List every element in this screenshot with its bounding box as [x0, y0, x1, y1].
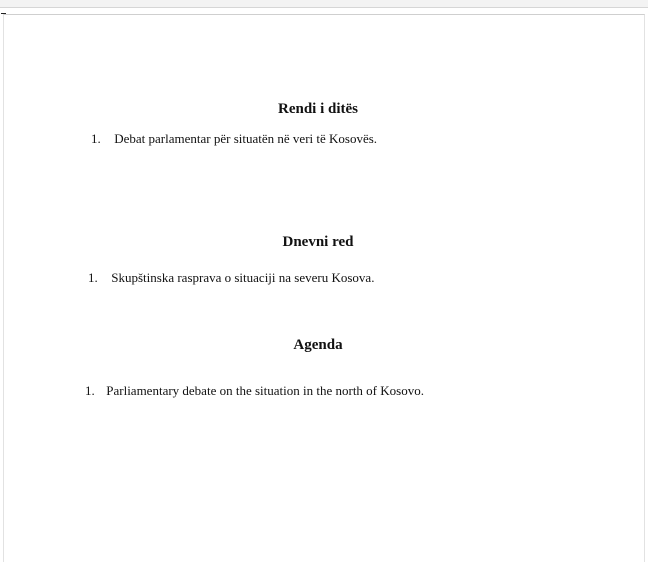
list-number: 1.	[91, 131, 101, 146]
viewer-toolbar-edge	[0, 0, 648, 8]
agenda-item-albanian	[91, 131, 377, 147]
list-number: 1.	[85, 383, 95, 398]
section-heading-albanian: Rendi i ditës	[277, 101, 358, 117]
agenda-item-text: Parliamentary debate on the situation in the north of Kosovo.	[106, 383, 424, 398]
agenda-item-english	[85, 383, 424, 399]
document-page	[3, 14, 645, 562]
section-heading-english: Agenda	[293, 337, 343, 353]
agenda-item-serbian	[88, 270, 374, 286]
list-number: 1.	[88, 270, 98, 285]
section-heading-serbian: Dnevni red	[282, 234, 354, 250]
agenda-item-text: Debat parlamentar për situatën në veri të Kosovës.	[114, 131, 378, 146]
agenda-item-text: Skupštinska rasprava o situaciji na severu Kosova.	[111, 270, 375, 285]
